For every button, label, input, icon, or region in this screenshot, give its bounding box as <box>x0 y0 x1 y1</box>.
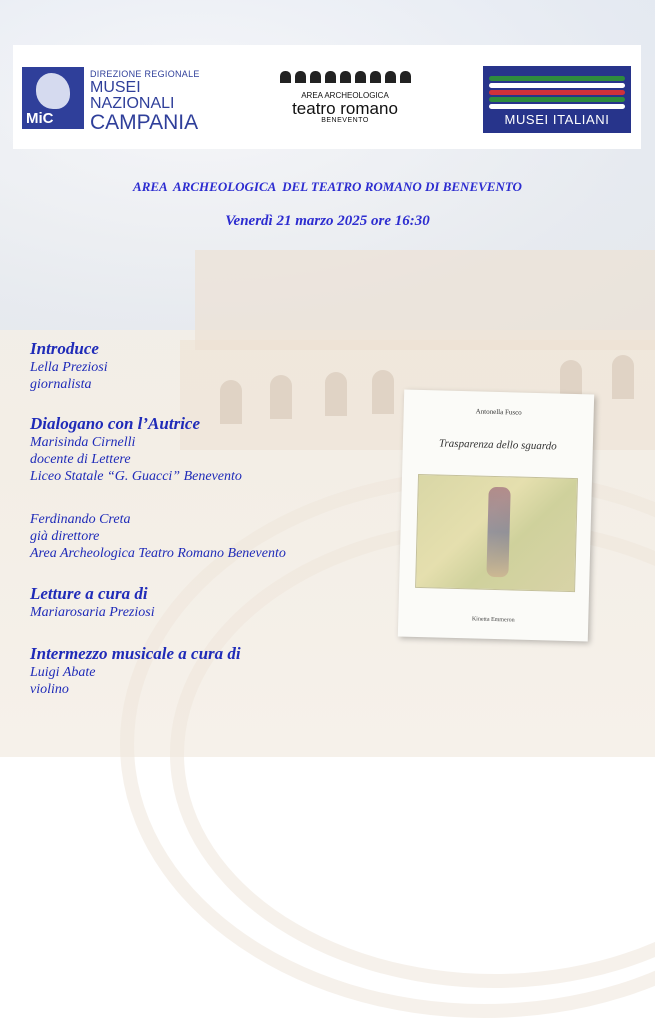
tricolor-wave-icon <box>489 97 625 102</box>
statue-head-icon <box>36 73 70 109</box>
mic-name-line3: CAMPANIA <box>90 111 199 134</box>
speaker1-affiliation: Liceo Statale “G. Guacci” Benevento <box>30 469 242 484</box>
teatro-sub-label: AREA ARCHEOLOGICA <box>301 91 389 100</box>
letture-heading: Letture a cura di <box>30 584 148 603</box>
speaker2-name: Ferdinando Creta <box>30 512 131 527</box>
book-title: Trasparenza dello sguardo <box>438 437 557 453</box>
ruin-arch <box>612 355 634 399</box>
mic-direction-label: DIREZIONE REGIONALE <box>90 69 200 79</box>
tricolor-wave-icon <box>489 83 625 88</box>
section-introduce <box>30 339 108 393</box>
introduce-heading: Introduce <box>30 339 99 358</box>
header-banner <box>13 45 641 149</box>
book-cover-painting <box>415 474 578 592</box>
section-letture <box>30 584 155 621</box>
mic-name-line2: NAZIONALI <box>90 95 175 112</box>
book-author: Antonella Fusco <box>475 407 522 417</box>
section-speaker2 <box>30 511 286 562</box>
introduce-name: Lella Preziosi <box>30 360 108 375</box>
event-venue: AREA ARCHEOLOGICA DEL TEATRO ROMANO DI BENEVENTO <box>133 179 522 194</box>
tricolor-wave-icon <box>489 76 625 81</box>
speaker1-role: docente di Lettere <box>30 452 131 467</box>
teatro-main-label: teatro romano <box>292 99 398 118</box>
teatro-city-label: BENEVENTO <box>321 117 369 124</box>
introduce-role: giornalista <box>30 377 92 392</box>
tricolor-wave-icon <box>489 90 625 95</box>
event-date: Venerdì 21 marzo 2025 ore 16:30 <box>225 213 430 229</box>
mic-name-line1: MUSEI <box>90 79 141 96</box>
painting-figure <box>486 487 510 578</box>
ruin-arch <box>270 375 292 419</box>
speaker2-role: già direttore <box>30 529 100 544</box>
ruin-arch <box>372 370 394 414</box>
ruin-wall <box>195 250 655 350</box>
letture-name: Mariarosaria Preziosi <box>30 605 155 620</box>
teatro-romano-logo <box>271 71 419 124</box>
speaker1-name: Marisinda Cirnelli <box>30 435 136 450</box>
mic-logo-text: MiC <box>26 110 54 127</box>
intermezzo-name: Luigi Abate <box>30 665 96 680</box>
tricolor-wave-icon <box>489 104 625 109</box>
book-cover <box>398 390 594 642</box>
musei-italiani-label: MUSEI ITALIANI <box>504 112 610 127</box>
dialogano-heading: Dialogano con l’Autrice <box>30 414 201 433</box>
section-dialogano <box>30 414 242 485</box>
book-publisher: Kinetta Emmeron <box>471 616 515 624</box>
mic-logo <box>22 67 84 129</box>
arches-icon <box>271 71 419 85</box>
musei-italiani-logo <box>483 66 631 133</box>
intermezzo-heading: Intermezzo musicale a cura di <box>30 644 241 663</box>
ruin-arch <box>325 372 347 416</box>
mic-institution-name <box>90 80 198 133</box>
section-intermezzo <box>30 644 241 698</box>
intermezzo-instrument: violino <box>30 682 69 697</box>
speaker2-affiliation: Area Archeologica Teatro Romano Benevento <box>30 546 286 561</box>
